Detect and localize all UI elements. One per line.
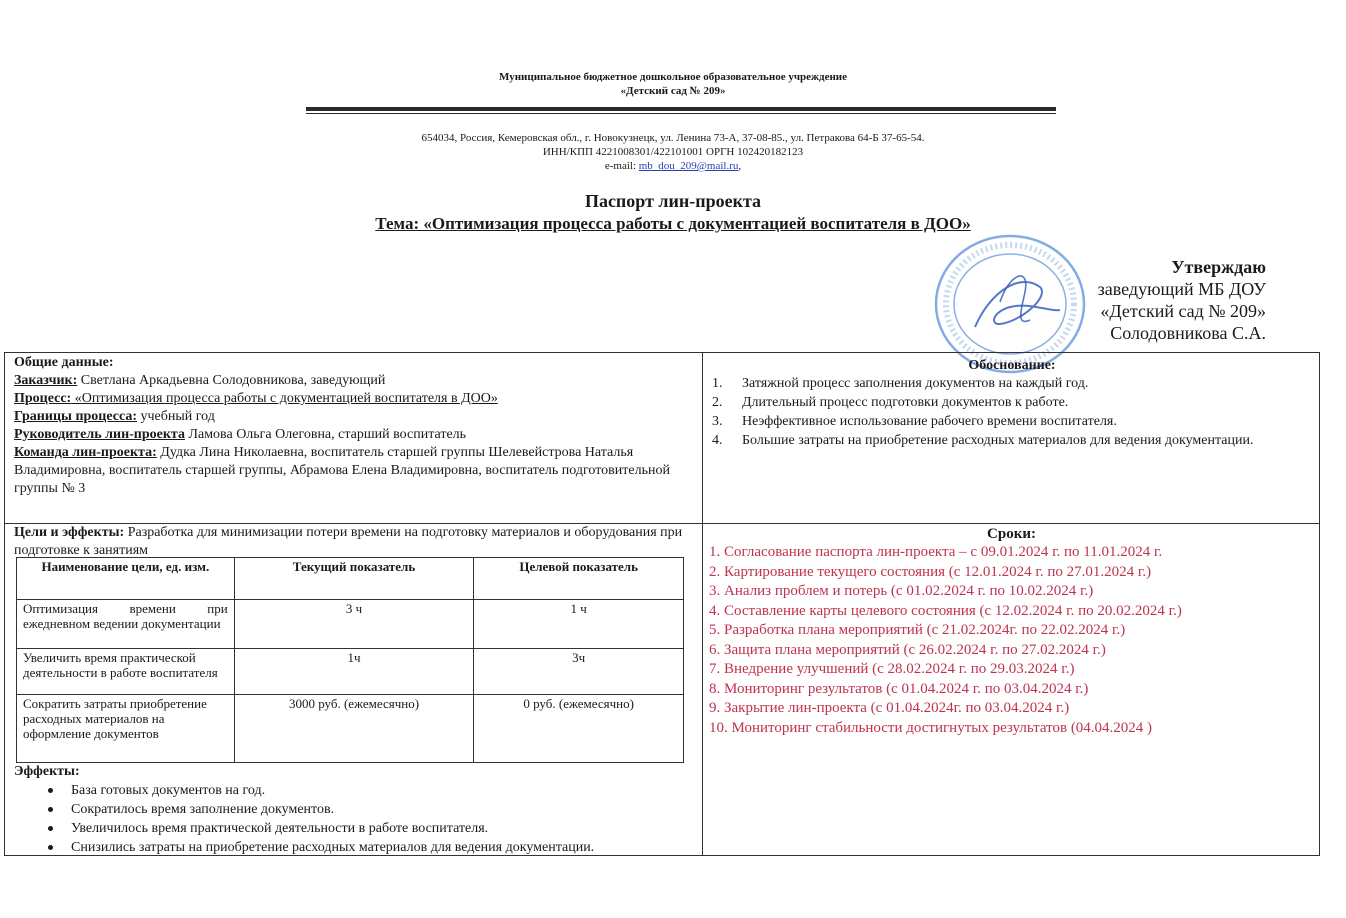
approval-position: заведующий МБ ДОУ — [1097, 279, 1266, 299]
approval-heading: Утверждаю — [1171, 257, 1266, 277]
approval-block — [1098, 256, 1266, 344]
customer-row — [14, 372, 694, 390]
list-item: 1. Затяжной процесс заполнения документов на каждый год. — [712, 376, 1089, 391]
customer-value: Светлана Аркадьевна Солодовникова, заведующий — [77, 373, 386, 388]
table-header-row — [17, 558, 684, 600]
email-suffix: , — [738, 160, 742, 172]
column-header-name: Наименование цели, ед. изм. — [17, 558, 235, 600]
team-row — [14, 444, 694, 498]
goal-target: 0 руб. (ежемесячно) — [474, 695, 684, 763]
table-row — [17, 600, 684, 649]
org-short-name: «Детский сад № 209» — [620, 85, 726, 97]
header-rule-thin — [306, 113, 1056, 114]
document-title: Паспорт лин-проекта — [584, 191, 762, 211]
general-heading: Общие данные: — [14, 355, 114, 370]
email-label: e-mail: — [604, 160, 639, 172]
goal-current: 3000 руб. (ежемесячно) — [234, 695, 474, 763]
list-item: 4. Составление карты целевого состояния (с 12.02.2024 г. по 20.02.2024 г.) — [709, 602, 1182, 619]
email-link[interactable]: mb_dou_209@mail.ru — [638, 160, 739, 172]
list-item: 5. Разработка плана мероприятий (с 21.02.2024г. по 22.02.2024 г.) — [709, 622, 1126, 638]
goals-cell — [14, 524, 694, 560]
bounds-value: учебный год — [137, 409, 215, 424]
list-item: 3. Неэффективное использование рабочего времени воспитателя. — [712, 414, 1117, 429]
goal-target: 1 ч — [474, 600, 684, 649]
team-value: Дудка Лина Николаевна, воспитатель старшей группы Шелевейстрова Наталья Владимировна, воспитатель старшей группы, Абрамова Елена Владимировна, воспитатель подготовительной группы № 3 — [14, 445, 670, 496]
deadlines-heading: Сроки: — [987, 526, 1036, 542]
goal-current: 3 ч — [234, 600, 474, 649]
goal-name: Увеличить время практической деятельности в работе воспитателя — [17, 649, 235, 695]
list-item: 6. Защита плана мероприятий (с 26.02.2024 г. по 27.02.2024 г.) — [709, 641, 1106, 658]
passport-table — [4, 352, 1320, 856]
list-item: Увеличилось время практической деятельности в работе воспитателя. — [14, 819, 694, 838]
list-item: 9. Закрытие лин-проекта (с 01.04.2024г. по 03.04.2024 г.) — [709, 700, 1070, 716]
list-item: 8. Мониторинг результатов (с 01.04.2024 г. по 03.04.2024 г.) — [709, 680, 1089, 697]
document-theme: Тема: «Оптимизация процесса работы с документацией воспитателя в ДОО» — [375, 214, 971, 233]
list-item: 2. Картирование текущего состояния (с 12.01.2024 г. по 27.01.2024 г.) — [709, 563, 1152, 580]
goals-heading: Цели и эффекты: — [14, 525, 125, 540]
org-name: Муниципальное бюджетное дошкольное образовательное учреждение — [498, 71, 848, 83]
general-data-cell — [14, 354, 694, 498]
approval-name: Солодовникова С.А. — [1110, 323, 1266, 343]
justification-cell — [712, 357, 1312, 451]
effects-list — [14, 781, 694, 857]
column-divider — [702, 353, 703, 855]
table-row — [17, 649, 684, 695]
leader-label: Руководитель лин-проекта — [14, 427, 185, 442]
justification-list — [712, 375, 1312, 450]
list-item: 1. Согласование паспорта лин-проекта – с 09.01.2024 г. по 11.01.2024 г. — [709, 544, 1163, 560]
list-item: 2. Длительный процесс подготовки документов к работе. — [712, 395, 1069, 410]
effects-heading: Эффекты: — [14, 764, 80, 779]
goals-table — [16, 557, 684, 763]
goal-current: 1ч — [234, 649, 474, 695]
requisites-line: ИНН/КПП 4221008301/422101001 ОРГН 102420182123 — [542, 146, 804, 158]
list-item: 10. Мониторинг стабильности достигнутых результатов (04.04.2024 ) — [709, 719, 1153, 736]
process-value: «Оптимизация процесса работы с документацией воспитателя в ДОО» — [71, 391, 498, 406]
organization-header — [0, 70, 1346, 98]
goals-intro — [14, 524, 694, 560]
list-item: 7. Внедрение улучшений (с 28.02.2024 г. по 29.03.2024 г.) — [709, 661, 1075, 677]
bounds-row — [14, 408, 694, 426]
process-row — [14, 390, 694, 408]
header-rule — [306, 107, 1056, 111]
goal-target: 3ч — [474, 649, 684, 695]
effects-block — [14, 762, 694, 857]
team-label: Команда лин-проекта: — [14, 445, 157, 460]
table-row — [17, 695, 684, 763]
leader-value: Ламова Ольга Олеговна, старший воспитатель — [184, 427, 467, 442]
address-block — [0, 131, 1346, 173]
address-line: 654034, Россия, Кемеровская обл., г. Новокузнецк, ул. Ленина 73-А, 37-08-85., ул. Петракова 64-Б 37-65-54. — [421, 132, 925, 144]
list-item: Сократилось время заполнение документов. — [14, 800, 694, 819]
process-label: Процесс: — [14, 391, 72, 406]
column-header-target: Целевой показатель — [474, 558, 684, 600]
leader-row — [14, 426, 694, 444]
justification-heading: Обоснование: — [968, 358, 1056, 373]
goal-name: Оптимизация времени при ежедневном ведении документации — [17, 600, 235, 649]
customer-label: Заказчик: — [14, 373, 78, 388]
deadlines-cell — [709, 525, 1314, 738]
list-item: 4. Большие затраты на приобретение расходных материалов для ведения документации. — [712, 433, 1254, 448]
list-item: База готовых документов на год. — [14, 781, 694, 800]
deadlines-list — [709, 543, 1314, 738]
approval-org: «Детский сад № 209» — [1100, 301, 1266, 321]
goal-name: Сократить затраты приобретение расходных материалов на оформление документов — [17, 695, 235, 763]
column-header-current: Текущий показатель — [234, 558, 474, 600]
list-item: 3. Анализ проблем и потерь (с 01.02.2024 г. по 10.02.2024 г.) — [709, 583, 1094, 599]
list-item: Снизились затраты на приобретение расходных материалов для ведения документации. — [14, 838, 694, 857]
goals-text: Разработка для минимизации потери времени на подготовку материалов и оборудования при подготовке к занятиям — [14, 525, 683, 558]
email-line — [0, 159, 1346, 173]
bounds-label: Границы процесса: — [14, 409, 138, 424]
